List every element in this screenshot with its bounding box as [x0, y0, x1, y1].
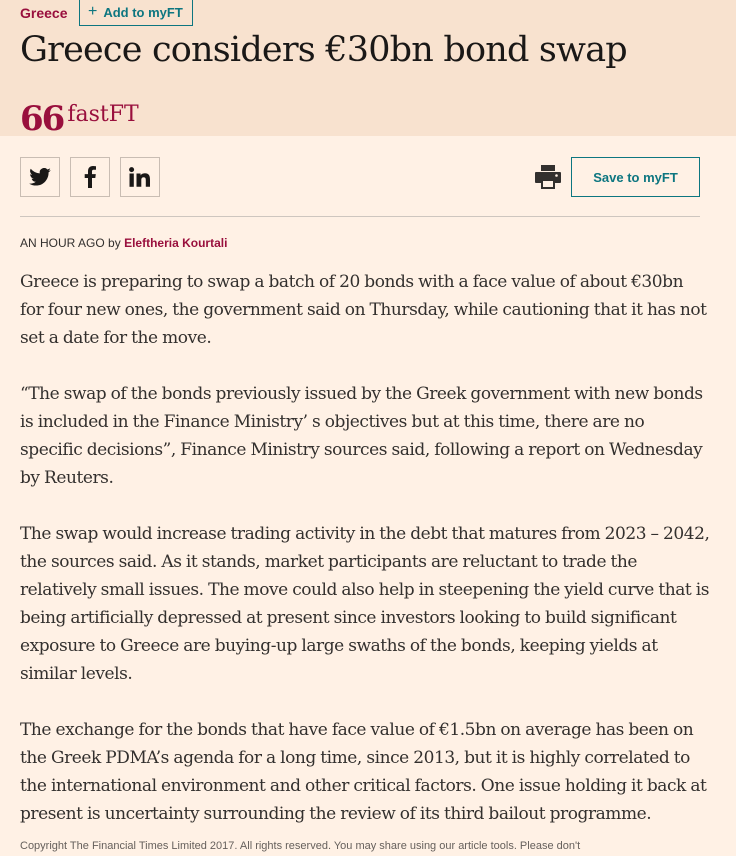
add-to-myft-button[interactable]: [79, 0, 193, 26]
byline: [20, 236, 227, 250]
article-paragraph: The exchange for the bonds that have face value of €1.5bn on average has been on the Greek PDMA’s agenda for a long time, since 2013, but it is highly correlated to the international environment and other critical factors. One issue holding it back at present is uncertainty surrounding the review of its third bailout programme.: [20, 720, 707, 824]
byline-by: by: [108, 236, 121, 250]
twitter-icon: [29, 168, 51, 186]
divider: [20, 216, 700, 217]
print-icon[interactable]: [535, 165, 561, 189]
brand-name: fastFT: [67, 101, 139, 127]
article-paragraph: Greece is preparing to swap a batch of 20 bonds with a face value of about €30bn for four new ones, the government said on Thursday, while cautioning that it has not set a date for the move.: [20, 272, 707, 348]
copyright-notice: Copyright The Financial Times Limited 2017. All rights reserved. You may share using our article tools. Please don't: [20, 840, 581, 852]
fastft-brand-link[interactable]: [20, 92, 139, 139]
share-twitter-button[interactable]: [20, 157, 60, 197]
quote-mark-icon: 66: [20, 99, 64, 139]
linkedin-icon: [129, 167, 151, 187]
page-title: Greece considers €30bn bond swap: [20, 30, 627, 70]
publish-time: AN HOUR AGO: [20, 236, 105, 250]
plus-icon: +: [88, 3, 98, 20]
topic-link[interactable]: Greece: [20, 5, 68, 21]
share-facebook-button[interactable]: [70, 157, 110, 197]
add-to-myft-label: Add to myFT: [103, 5, 183, 20]
author-link[interactable]: Eleftheria Kourtali: [124, 236, 228, 250]
facebook-icon: [84, 166, 96, 188]
article-paragraph: The swap would increase trading activity in the debt that matures from 2023 – 2042, the sources said. As it stands, market participants are reluctant to trade the relatively small issues. The move could also help in steepening the yield curve that is being artificially depressed at present since investors looking to build significant exposure to Greece are buying-up large swaths of the bonds, keeping yields at similar levels.: [20, 524, 710, 684]
article-body: [20, 268, 710, 856]
save-to-myft-button[interactable]: Save to myFT: [571, 157, 700, 197]
share-linkedin-button[interactable]: [120, 157, 160, 197]
article-paragraph: “The swap of the bonds previously issued by the Greek government with new bonds is included in the Finance Ministry’ s objectives but at this time, there are no specific decisions”, Finance Ministry sources said, following a report on Wednesday by Reuters.: [20, 384, 703, 488]
